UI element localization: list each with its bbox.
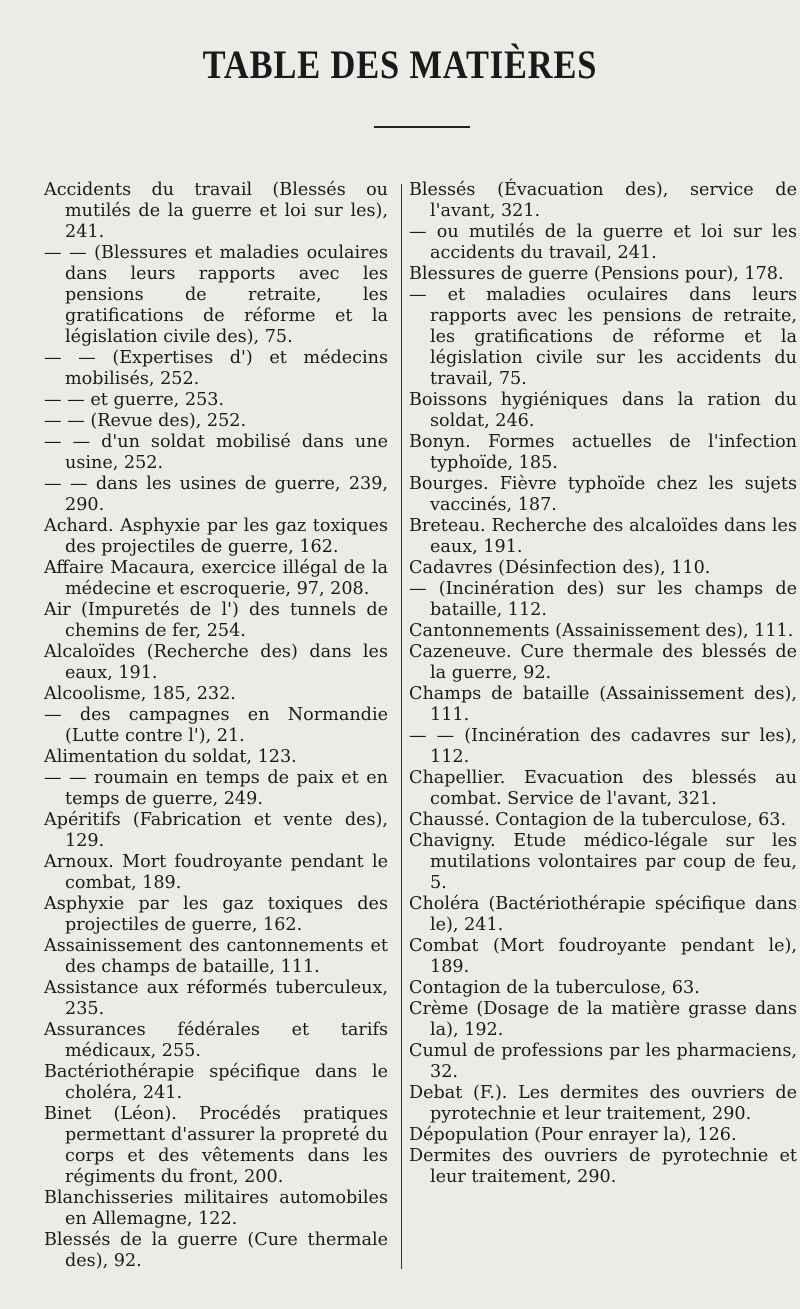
index-entry: Alcoolisme, 185, 232.	[44, 684, 236, 704]
index-entry: — — (Incinération des cadavres sur les), 112.	[409, 726, 797, 767]
index-entry: Assistance aux réformés tuberculeux, 235.	[44, 978, 388, 1019]
index-entry: Champs de bataille (Assainissement des), 111.	[409, 684, 797, 725]
index-entry: Assurances fédérales et tarifs médicaux, 255.	[44, 1020, 388, 1061]
index-entry: Debat (F.). Les dermites des ouvriers de pyrotechnie et leur traitement, 290.	[409, 1083, 797, 1124]
index-entry: Choléra (Bactériothérapie spécifique dans le), 241.	[409, 894, 797, 935]
index-entry: Chaussé. Contagion de la tuberculose, 63.	[409, 810, 787, 830]
index-entry: Asphyxie par les gaz toxiques des projectiles de guerre, 162.	[44, 894, 388, 935]
index-entry: Alcaloïdes (Recherche des) dans les eaux, 191.	[44, 642, 388, 683]
index-entry: Cumul de professions par les pharmaciens, 32.	[409, 1041, 797, 1082]
index-entry: Cadavres (Désinfection des), 110.	[409, 558, 711, 578]
index-entry: Blessés de la guerre (Cure thermale des), 92.	[44, 1230, 388, 1271]
right-column	[407, 180, 797, 1272]
index-entry: Breteau. Recherche des alcaloïdes dans les eaux, 191.	[409, 516, 797, 557]
index-entry: Binet (Léon). Procédés pratiques permettant d'assurer la propreté du corps et des vêtements dans les régiments du front, 200.	[44, 1104, 388, 1187]
index-entry: Chavigny. Etude médico-légale sur les mutilations volontaires par coup de feu, 5.	[409, 831, 797, 893]
index-entry: Cantonnements (Assainissement des), 111.	[409, 621, 794, 641]
index-entry: — (Incinération des) sur les champs de bataille, 112.	[409, 579, 797, 620]
index-entry: Chapellier. Evacuation des blessés au combat. Service de l'avant, 321.	[409, 768, 797, 809]
index-entry: Alimentation du soldat, 123.	[44, 747, 297, 767]
index-entry: Air (Impuretés de l') des tunnels de chemins de fer, 254.	[44, 600, 388, 641]
index-entry: Combat (Mort foudroyante pendant le), 189.	[409, 936, 797, 977]
page-title: TABLE DES MATIÈRES	[202, 42, 598, 87]
index-entry: Crème (Dosage de la matière grasse dans la), 192.	[409, 999, 797, 1040]
index-entry: Dermites des ouvriers de pyrotechnie et leur traitement, 290.	[409, 1146, 797, 1187]
index-entry: — — (Revue des), 252.	[44, 411, 247, 431]
index-entry: Contagion de la tuberculose, 63.	[409, 978, 700, 998]
column-divider	[401, 184, 402, 1269]
index-entry: Accidents du travail (Blessés ou mutilés de la guerre et loi sur les), 241.	[44, 180, 388, 242]
index-columns	[44, 180, 800, 1272]
index-entry: Blessures de guerre (Pensions pour), 178.	[409, 264, 784, 284]
index-entry: — — d'un soldat mobilisé dans une usine, 252.	[44, 432, 388, 473]
index-entry: — — (Expertises d') et médecins mobilisés, 252.	[44, 348, 388, 389]
index-entry: Blessés (Évacuation des), service de l'avant, 321.	[409, 180, 797, 221]
index-entry: Assainissement des cantonnements et des champs de bataille, 111.	[44, 936, 388, 977]
index-entry: Bactériothérapie spécifique dans le choléra, 241.	[44, 1062, 388, 1103]
title-rule	[374, 126, 470, 128]
index-entry: Apéritifs (Fabrication et vente des), 129.	[44, 810, 388, 851]
index-entry: — — dans les usines de guerre, 239, 290.	[44, 474, 388, 515]
index-entry: — ou mutilés de la guerre et loi sur les accidents du travail, 241.	[409, 222, 797, 263]
index-entry: Blanchisseries militaires automobiles en Allemagne, 122.	[44, 1188, 388, 1229]
index-entry: Cazeneuve. Cure thermale des blessés de la guerre, 92.	[409, 642, 797, 683]
index-entry: — — roumain en temps de paix et en temps de guerre, 249.	[44, 768, 388, 809]
index-entry: Bourges. Fièvre typhoïde chez les sujets vaccinés, 187.	[409, 474, 797, 515]
index-entry: — et maladies oculaires dans leurs rapports avec les pensions de retraite, les gratifications de réforme et la législation civile sur les accidents du travail, 75.	[409, 285, 797, 389]
index-entry: Affaire Macaura, exercice illégal de la médecine et escroquerie, 97, 208.	[44, 558, 388, 599]
left-column	[44, 180, 396, 1272]
index-entry: Dépopulation (Pour enrayer la), 126.	[409, 1125, 737, 1145]
index-entry: — — (Blessures et maladies oculaires dans leurs rapports avec les pensions de retraite, les gratifications de réforme et la législation civile des), 75.	[44, 243, 388, 347]
index-entry: Boissons hygiéniques dans la ration du soldat, 246.	[409, 390, 797, 431]
index-entry: Bonyn. Formes actuelles de l'infection typhoïde, 185.	[409, 432, 797, 473]
index-entry: Achard. Asphyxie par les gaz toxiques des projectiles de guerre, 162.	[44, 516, 388, 557]
index-entry: — des campagnes en Normandie (Lutte contre l'), 21.	[44, 705, 388, 746]
index-entry: — — et guerre, 253.	[44, 390, 225, 410]
index-entry: Arnoux. Mort foudroyante pendant le combat, 189.	[44, 852, 388, 893]
